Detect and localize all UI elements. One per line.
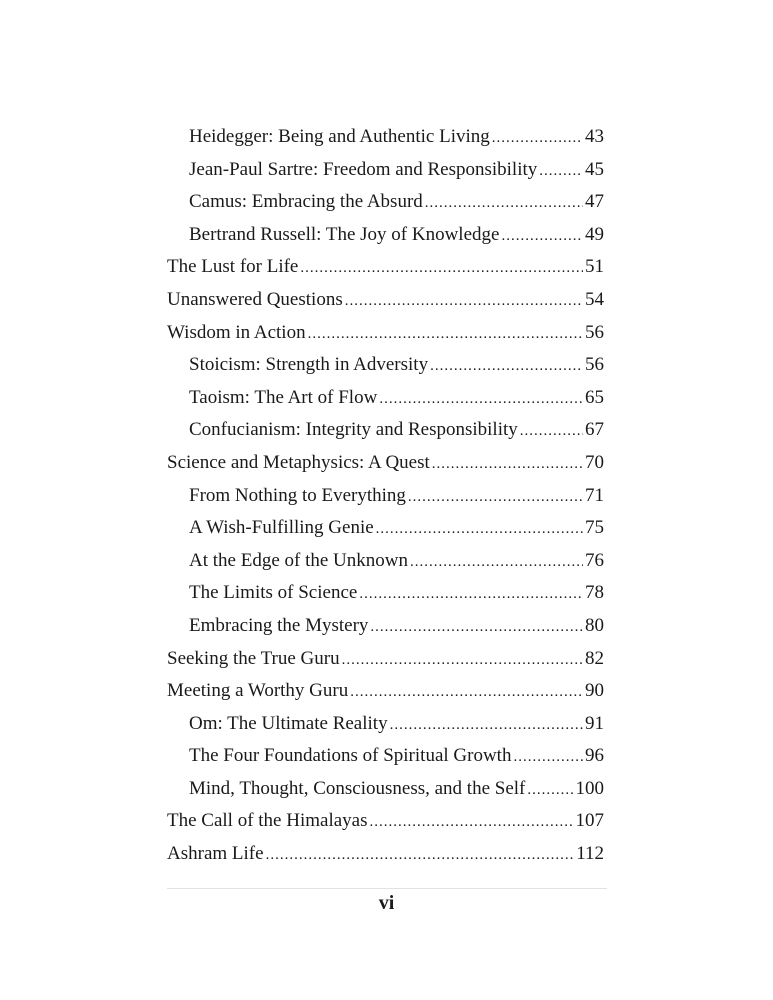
toc-entry-page: 112 bbox=[576, 843, 604, 865]
toc-entry-page: 80 bbox=[585, 614, 604, 636]
toc-entry[interactable] bbox=[167, 775, 604, 808]
dot-leader bbox=[379, 385, 583, 413]
footer-divider bbox=[167, 888, 607, 889]
dot-leader bbox=[408, 483, 583, 511]
toc-entry-page: 47 bbox=[585, 191, 604, 213]
toc-entry-page: 82 bbox=[585, 647, 604, 669]
toc-entry-title: At the Edge of the Unknown bbox=[189, 549, 408, 571]
toc-entry-title: Camus: Embracing the Absurd bbox=[189, 191, 423, 213]
toc-entry-title: Wisdom in Action bbox=[167, 321, 306, 343]
toc-entry-page: 65 bbox=[585, 386, 604, 408]
dot-leader bbox=[345, 287, 583, 315]
toc-entry-page: 51 bbox=[585, 256, 604, 278]
dot-leader bbox=[410, 548, 583, 576]
toc-entry[interactable] bbox=[167, 742, 604, 775]
toc-entry-title: Taoism: The Art of Flow bbox=[189, 386, 378, 408]
toc-entry[interactable] bbox=[167, 253, 604, 286]
toc-entry-title: Om: The Ultimate Reality bbox=[189, 712, 388, 734]
toc-entry[interactable] bbox=[167, 319, 604, 352]
toc-entry[interactable] bbox=[167, 807, 604, 840]
toc-entry-page: 70 bbox=[585, 451, 604, 473]
toc-entry[interactable] bbox=[167, 612, 604, 645]
toc-entry[interactable] bbox=[167, 156, 604, 189]
dot-leader bbox=[527, 776, 573, 804]
toc-entry[interactable] bbox=[167, 482, 604, 515]
dot-leader bbox=[342, 646, 583, 674]
toc-entry[interactable] bbox=[167, 221, 604, 254]
dot-leader bbox=[266, 841, 575, 869]
dot-leader bbox=[425, 189, 583, 217]
toc-entry-page: 76 bbox=[585, 549, 604, 571]
toc-entry-title: Bertrand Russell: The Joy of Knowledge bbox=[189, 223, 500, 245]
toc-entry[interactable] bbox=[167, 677, 604, 710]
toc-entry-page: 100 bbox=[575, 777, 604, 799]
toc-entry[interactable] bbox=[167, 449, 604, 482]
toc-entry-page: 75 bbox=[585, 517, 604, 539]
toc-entry-page: 90 bbox=[585, 680, 604, 702]
table-of-contents bbox=[167, 123, 604, 873]
toc-entry-page: 107 bbox=[575, 810, 604, 832]
toc-entry-title: Embracing the Mystery bbox=[189, 614, 369, 636]
toc-entry-title: Unanswered Questions bbox=[167, 288, 343, 310]
toc-entry-title: Mind, Thought, Consciousness, and the Self bbox=[189, 777, 526, 799]
toc-entry-page: 56 bbox=[585, 321, 604, 343]
toc-entry[interactable] bbox=[167, 514, 604, 547]
dot-leader bbox=[539, 157, 583, 185]
toc-entry-page: 54 bbox=[585, 288, 604, 310]
toc-entry-title: The Four Foundations of Spiritual Growth bbox=[189, 745, 512, 767]
toc-entry[interactable] bbox=[167, 416, 604, 449]
dot-leader bbox=[390, 711, 583, 739]
toc-entry-title: Meeting a Worthy Guru bbox=[167, 680, 349, 702]
toc-entry[interactable] bbox=[167, 710, 604, 743]
toc-entry-title: Jean-Paul Sartre: Freedom and Responsibility bbox=[189, 158, 538, 180]
dot-leader bbox=[376, 515, 583, 543]
toc-entry[interactable] bbox=[167, 188, 604, 221]
toc-entry-title: From Nothing to Everything bbox=[189, 484, 406, 506]
dot-leader bbox=[350, 678, 583, 706]
dot-leader bbox=[430, 352, 583, 380]
toc-entry-page: 91 bbox=[585, 712, 604, 734]
toc-entry-title: Confucianism: Integrity and Responsibility bbox=[189, 419, 518, 441]
toc-entry-title: Stoicism: Strength in Adversity bbox=[189, 354, 429, 376]
toc-entry-title: Science and Metaphysics: A Quest bbox=[167, 451, 430, 473]
toc-entry-title: The Limits of Science bbox=[189, 582, 358, 604]
toc-entry-page: 56 bbox=[585, 354, 604, 376]
toc-entry[interactable] bbox=[167, 840, 604, 873]
dot-leader bbox=[300, 254, 583, 282]
dot-leader bbox=[370, 808, 574, 836]
dot-leader bbox=[432, 450, 583, 478]
toc-entry[interactable] bbox=[167, 286, 604, 319]
toc-entry-title: A Wish-Fulfilling Genie bbox=[189, 517, 374, 539]
toc-entry-title: Heidegger: Being and Authentic Living bbox=[189, 126, 490, 147]
dot-leader bbox=[370, 613, 583, 641]
toc-entry-page: 71 bbox=[585, 484, 604, 506]
toc-entry-page: 49 bbox=[585, 223, 604, 245]
toc-entry[interactable] bbox=[167, 579, 604, 612]
dot-leader bbox=[492, 124, 583, 152]
toc-entry[interactable] bbox=[167, 547, 604, 580]
toc-entry-title: Ashram Life bbox=[167, 843, 264, 865]
dot-leader bbox=[501, 222, 583, 250]
toc-entry[interactable] bbox=[167, 123, 604, 156]
toc-entry-page: 96 bbox=[585, 745, 604, 767]
toc-entry-title: The Lust for Life bbox=[167, 256, 299, 278]
dot-leader bbox=[308, 320, 583, 348]
toc-entry-page: 67 bbox=[585, 419, 604, 441]
toc-entry-title: The Call of the Himalayas bbox=[167, 810, 368, 832]
page-number: vi bbox=[378, 892, 395, 914]
dot-leader bbox=[513, 743, 583, 771]
dot-leader bbox=[359, 580, 583, 608]
toc-entry-title: Seeking the True Guru bbox=[167, 647, 340, 669]
toc-entry-page: 78 bbox=[585, 582, 604, 604]
toc-entry[interactable] bbox=[167, 645, 604, 678]
dot-leader bbox=[520, 417, 583, 445]
toc-entry-page: 45 bbox=[585, 158, 604, 180]
toc-entry[interactable] bbox=[167, 351, 604, 384]
toc-entry-page: 43 bbox=[585, 126, 604, 147]
toc-entry[interactable] bbox=[167, 384, 604, 417]
